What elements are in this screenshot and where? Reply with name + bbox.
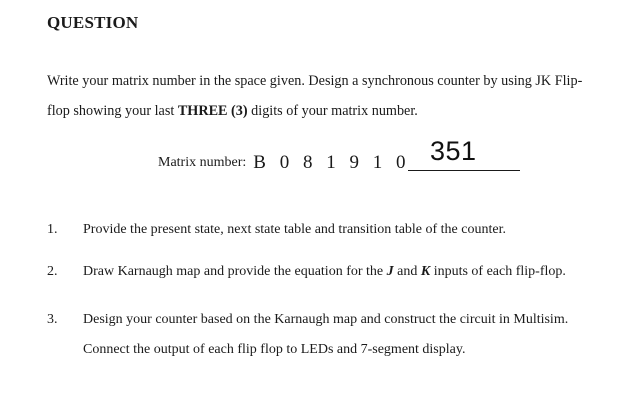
matrix-number-row	[158, 136, 520, 174]
matrix-number-handwritten-digits: 351	[429, 136, 477, 166]
variable-k: K	[420, 264, 431, 279]
question-text-start: Draw Karnaugh map and provide the equation for the	[83, 264, 387, 279]
question-number: 1.	[47, 222, 58, 237]
instructions-line-1: Write your matrix number in the space given. Design a synchronous counter by using JK Flip-	[47, 73, 583, 89]
instructions-line-2-start: flop showing your last	[47, 103, 178, 119]
instructions-line-2-end: digits of your matrix number.	[247, 103, 418, 119]
matrix-number-label: Matrix number:	[158, 155, 247, 170]
question-text-mid: and	[393, 264, 421, 279]
question-list	[47, 219, 627, 365]
question-text	[83, 219, 627, 241]
variable-j: J	[386, 264, 394, 279]
instructions-line-2	[47, 96, 622, 126]
matrix-number-prefix: B 0 8 1 9 1 0	[253, 152, 410, 173]
question-item-2	[47, 261, 627, 283]
question-text-line-2: Connect the output of each flip flop to LEDs and 7-segment display.	[83, 342, 466, 357]
question-text-line: Provide the present state, next state table and transition table of the counter.	[83, 222, 506, 237]
question-item-3	[47, 305, 627, 365]
instructions-emphasis: THREE (3)	[177, 103, 248, 119]
question-item-1	[47, 219, 627, 241]
question-heading: QUESTION	[47, 13, 139, 32]
instructions-paragraph	[47, 66, 622, 126]
question-number: 3.	[47, 312, 58, 327]
question-text-end: inputs of each flip-flop.	[430, 264, 566, 279]
question-number: 2.	[47, 264, 58, 279]
matrix-number-blank[interactable]	[408, 136, 520, 171]
question-text	[83, 305, 627, 365]
question-text-line-1: Design your counter based on the Karnaugh map and construct the circuit in Multisim.	[83, 312, 569, 327]
question-text-line	[83, 261, 627, 283]
question-text	[83, 261, 627, 283]
